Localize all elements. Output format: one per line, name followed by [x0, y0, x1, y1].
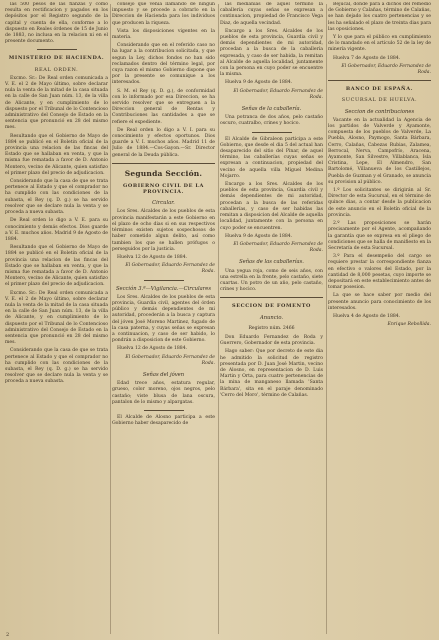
paragraph: Encargo a los Sres. Alcaldes de los pueblos de esta provincia, Guardia civil y demás dependientes de mi autoridad, procedan a la busca de la caballería expresada, y caso de ser habida, la remitan al Alcalde de aquella localidad, juntamente con la persona en cuyo poder se encuentre la misma.	[220, 28, 323, 78]
column-2	[112, 2, 215, 634]
paragraph: Vista los disposiciones vigentes en la materia.	[112, 28, 215, 41]
section-heading: BANCO DE ESPAÑA.	[345, 86, 414, 93]
column-1	[5, 2, 108, 634]
date-line: Huelva 12 de Agosto de 1884.	[117, 346, 188, 352]
signature: Enrique Rebollida.	[387, 322, 431, 328]
subheading: Señas de la caballería.	[241, 106, 302, 113]
paragraph: Considerando que la casa de que se trata pertenece al Estado y que el comprador no ha cumplido con las condiciones de la subasta, el Rey (q. D. g.) se ha servido resolver que se declare nula la venta y se proceda a nueva subasta.	[5, 179, 108, 216]
subheading: Señas del jóven	[142, 371, 185, 378]
divider	[112, 163, 215, 164]
subheading: REAL ORDEN.	[34, 66, 79, 73]
section-heading: Segunda Sección.	[124, 168, 203, 178]
paragraph: Considerando que en el referido caso no ha lugar a la contribucion solicitada, y que segun la Ley, dichos fondos no han sido reclamados dentro del término legal, por cuya razon el mismo Gobierno dispone que por la presente se comunique a los interesados.	[112, 43, 215, 86]
column-3	[220, 2, 323, 634]
column-4	[328, 2, 431, 634]
signature: El Gobernador, Eduardo Fernandez de Roda.	[341, 63, 431, 76]
paragraph: Considerando que la casa de que se trata pertenece al Estado y que el comprador no ha cumplido con las condiciones de la subasta, el Rey (q. D. g.) se ha servido resolver que se declare nula la venta y se proceda a nueva subasta.	[5, 348, 108, 385]
section-heading: SECCION DE FOMENTO	[232, 303, 311, 310]
paragraph: Hago saber: Que por decreto de este dia he admitido la solicitud de registro presentada por D. Juan José Martin, vecino de Alosno, en representacion de D. Luis Martin y Orta, para cuatro pertenencias de la mina de manganeso llamada 'Santa Bárbara', sita en el paraje denominado 'Cerro del Moro', término de Calañas.	[220, 349, 323, 398]
paragraph: Encargo a los Sres. Alcaldes de los pueblos de esta provincia, Guardia civil y demás dependientes de mi autoridad, procedan a la busca de las referidas caballerías, y caso de ser habidas las remitan a disposicion del Alcalde de aquella localidad, juntamente con la persona en cuyo poder se encuentren.	[220, 182, 323, 231]
section-heading: MINISTERIO DE HACIENDA.	[8, 55, 105, 62]
column-rule	[218, 4, 219, 634]
paragraph: Excmo. Sr.: De Real orden comunicada a V. E. el 2 de Mayo último, sobre declarar nula la venta de la mitad de la casa situada en la calle de San Juan núm. 13, de la villa de Alicante, y en cumplimiento de lo dispuesto por el Tribunal de lo Contencioso administrativo del Consejo de Estado en la sentencia que pronunció en 28 del mismo mes.	[5, 75, 108, 131]
signature: El Gobernador, Eduardo Fernandez de Roda.	[125, 263, 215, 275]
divider	[144, 280, 184, 281]
subheading: Registro núm. 2466	[248, 325, 295, 331]
subheading: GOBIERNO CIVIL DE LA PROVINCIA.	[123, 182, 204, 196]
divider	[328, 80, 431, 81]
subheading: Circular.	[152, 200, 175, 207]
paragraph: S. M. el Rey (q. D. g.), de conformidad con lo informado por esa Direccion, se ha servido resolver que se entreguen a la Direccion general de Rentas y Contribuciones las cantidades a que se refiere el expediente.	[112, 88, 215, 125]
subheading: Sección 3.ª—Vigilancia.—Circulares	[115, 285, 211, 292]
date-line: Huelva 9 de Agosto de 1884.	[225, 80, 293, 86]
paragraph: Los Sres. Alcaldes de los pueblos de esta provincia, Guardia civil, agentes del órden público y demás dependientes de mi autoridad, procederán a la busca y captura del jóven José Moreno Martinez, fugado de la casa paterna, y cuyas señas se expresan a continuacion, y caso de ser habido, lo pondrán a disposicion de este Gobierno.	[112, 294, 215, 344]
paragraph: Resultando que el Gobierno de Mayo de 1884 se publicó en el Boletin oficial de la provincia una relacion de las fincas del Estado que se hallaban en venta, y que la misma fue rematada a favor de D. Antonio Montero, vecino de Alicante, quien satisfizo el primer plazo del precio de adjudicacion.	[5, 133, 108, 176]
subheading: Anuncio.	[259, 314, 283, 321]
subheading: Seccion de contribuciones	[344, 108, 415, 115]
paragraph: De Real orden lo digo a V. I. para su conocimiento y efectos oportunos. Dios guarde a V. I. muchos años. Madrid 11 de Julio de 1884.—Cos-Gayon.—Sr. Director general de la Deuda pública.	[112, 127, 215, 158]
paragraph: consejo que venia llamando de ningun impuesto y se procede a cobrarlo en la Direccion de Hacienda para los individuos que producen la riqueza.	[112, 2, 215, 26]
paragraph: Don Eduardo Fernandez de Roda y Guerrero, Gobernador de esta provincia.	[220, 334, 323, 347]
paragraph: De Real orden lo digo a V. E. para su conocimiento y demás efectos. Dios guarde a V. E. muchos años. Madrid 9 de Agosto de 1884.	[5, 218, 108, 242]
divider	[144, 410, 184, 411]
paragraph: Edad trece años, estatura regular, grueso, color moreno, ojos negros, pelo castaño; viste blusa de lana oscura, pantalon de lo mismo y alpargatas.	[112, 381, 215, 405]
paragraph: Vacante en la actualidad la Agencia de los partidos de Valverde y Ayamonte, compuesta de los pueblos de Valverde, La Puebla, Alosno, Paymogo, Santa Bárbara, Cerro, Calañas, Cabezas Rubias, Zalamea, Berrocal, Nerva, Campofrío, Aracena, Ayamonte, San Silvestre, Villablanca, Isla Cristina, Lepe, El Almendro, San Bartolomé, Villanueva de los Castillejos, Puebla de Guzman y el Granado, se anuncia su provision al público.	[328, 117, 431, 185]
signature: El Gobernador, Eduardo Fernandez de Roda.	[233, 241, 323, 254]
paragraph: las 500 pesos de las fianzas y como resulta en rectificacion y pagados en los depósitos por el Registro segundo de la capital y cuenta de ella, conforme a lo dispuesto en Reales órdenes de 15 de Junio de 1883, no inclusa en la relacion ni en el presente documento.	[5, 2, 108, 45]
column-rule	[326, 4, 327, 634]
paragraph: Bejucal, donde para a dichos del remedio de Gobierno y Calañas, término de Calañas, se han dejado los cuatro pertenencias y se les ha señalado el plazo de treinta dias para las oposiciones.	[328, 2, 431, 32]
paragraph: 3.º Para el desempeño del cargo se requiere prestar la correspondiente fianza en efectivo o valores del Estado, por la cantidad de 8,000 pesetas, cuyo importe se depositará en este establecimiento antes de tomar posesion.	[328, 254, 431, 291]
subheading: SUCURSAL DE HUELVA.	[341, 97, 418, 104]
column-rule	[110, 4, 111, 634]
paragraph: Resultando que el Gobierno de Mayo de 1884 se publicó en el Boletin oficial de la provincia una relacion de las fincas del Estado que se hallaban en venta, y que la misma fue rematada a favor de D. Antonio Montero, vecino de Alicante, quien satisfizo el primer plazo del precio de adjudicacion.	[5, 245, 108, 288]
paragraph: Una potranca de dos años, pelo castaño oscuro, cuatralbo, crines y hocico.	[220, 115, 323, 127]
signature: El Gobernador, Eduardo Fernandez de Roda.	[233, 88, 323, 100]
subheading: Señas de las caballerías.	[239, 259, 304, 266]
date-line: Huelva 9 de Agosto de 1884.	[225, 233, 293, 239]
paragraph: La que se hace saber por medio del presente anuncio para conocimiento de los interesados.	[328, 293, 431, 311]
paragraph: Y lo que para el público en cumplimiento de lo mandado en el artículo 52 de la ley de minería vigente.	[328, 35, 431, 53]
page-number: 2	[6, 632, 10, 638]
paragraph: las medianias de aquel término la caballería cuyas señas se expresan a continuacion, propiedad de Francisco Vega Diaz, de aquella vecindad.	[220, 2, 323, 26]
divider	[37, 49, 77, 50]
paragraph: El Alcalde de Alosno participa a este Gobierno haber desaparecido de	[112, 414, 215, 427]
date-line: Huelva 12 de Agosto de 1884.	[117, 254, 188, 260]
paragraph: Una yegua roja, como de seis años, con una estrella en la frente, pelo castaño, siete cuartas. Un potro de un año, pelo castaño, crines y hocico.	[220, 268, 323, 293]
paragraph: Los Sres. Alcaldes de los pueblos de esta provincia manifestarán a este Gobierno en el plazo de ocho dias si en sus respectivos términos existen sujetos sospechosos de haber cometido algun delito, así como tambien los que se hallen prófugos o perseguidos por la justicia.	[112, 209, 215, 252]
paragraph: 1.º Los solicitantes se dirigirán al Sr. Director de esta Sucursal, en el término de quince dias, a contar desde la publicacion de este anuncio en el Boletín oficial de la provincia.	[328, 188, 431, 218]
divider	[220, 297, 323, 298]
date-line: Huelva 7 de Agosto de 1884.	[333, 55, 401, 61]
paragraph: 2.º Las proposiciones se harán precisamente por el Agente, acompañando la garantía que se expresa en el pliego de condiciones que se halla de manifiesto en la Secretaría de esta Sucursal.	[328, 221, 431, 251]
paragraph: El Alcalde de Gibraleon participa a este Gobierno, que desde el dia 5 del actual han desaparecido del sitio del Pinar, de aquel término, las caballerías cuyas señas se expresan a continuacion, propiedad del vecino de aquella villa Miguel Medina Mojarro.	[220, 136, 323, 179]
divider	[252, 132, 292, 133]
signature: El Gobernador, Eduardo Fernandez de Roda.	[125, 354, 215, 366]
date-line: Huelva 4 de Agosto de 1884.	[333, 313, 401, 319]
paragraph: Excmo. Sr.: De Real orden comunicada a V. E. el 2 de Mayo último, sobre declarar nula la venta de la mitad de la casa situada en la calle de San Juan núm. 13, de la villa de Alicante, y en cumplimiento de lo dispuesto por el Tribunal de lo Contencioso administrativo del Consejo de Estado en la sentencia que pronunció en 28 del mismo mes.	[5, 290, 108, 346]
